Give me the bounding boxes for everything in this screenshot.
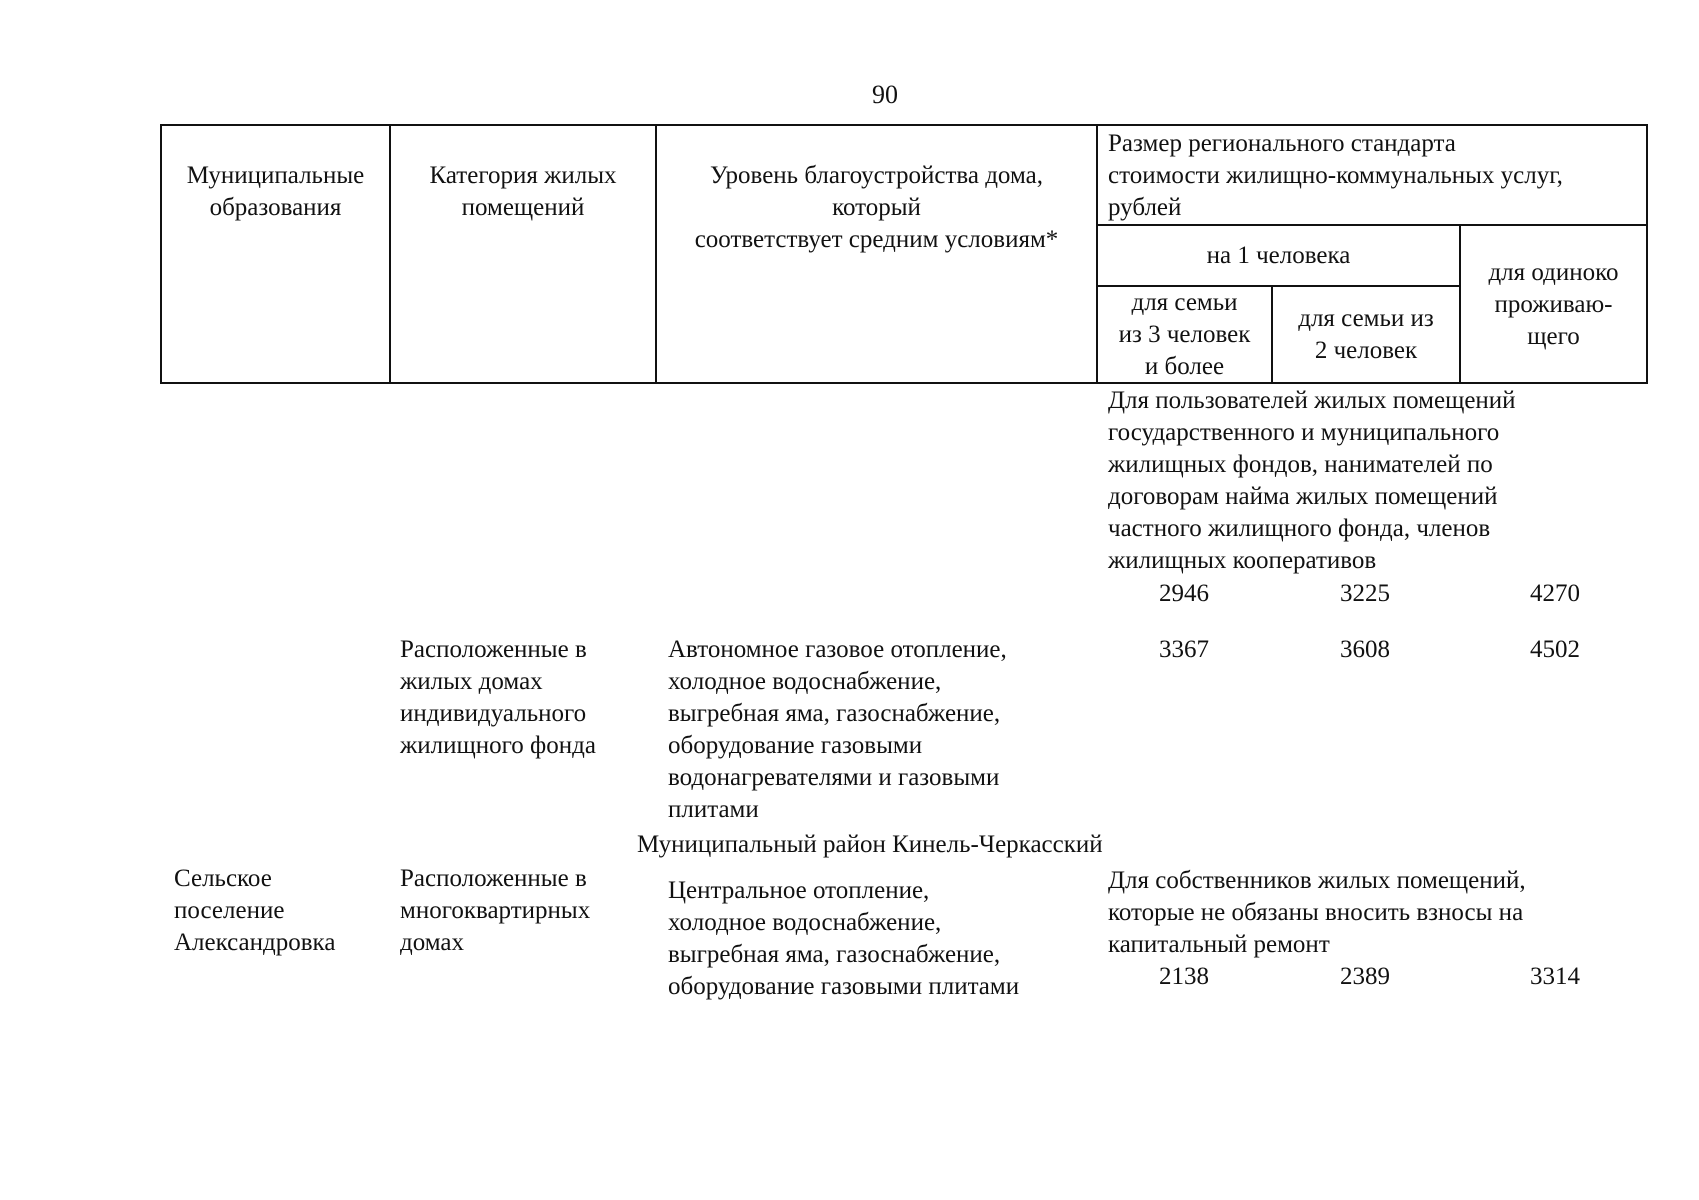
header-municipal: Муниципальные образования xyxy=(186,162,365,221)
header-standard-size: Размер регионального стандарта стоимости жилищно-коммунальных услуг, рублей xyxy=(1108,130,1563,221)
value-single: 3314 xyxy=(1530,963,1580,990)
note-users: Для пользователей жилых помещений государственного и муниципального жилищных фондов, нанимателей по договорам найма жилых помещений частного жилищного фонда, членов жилищных кооперативов xyxy=(1108,387,1516,574)
page-number: 90 xyxy=(872,80,898,109)
level-cell: Центральное отопление, холодное водоснабжение, выгребная яма, газоснабжение, оборудование газовыми плитами xyxy=(668,877,1020,1000)
header-category: Категория жилых помещений xyxy=(429,162,617,221)
municipal-cell: Сельское поселение Александровка xyxy=(174,865,336,956)
header-family-2: для семьи из 2 человек xyxy=(1298,305,1434,364)
value-family-2: 2389 xyxy=(1340,963,1390,990)
value-family-3: 3367 xyxy=(1159,636,1209,663)
header-family-3: для семьи из 3 человек и более xyxy=(1118,289,1251,380)
value-family-3: 2138 xyxy=(1159,963,1209,990)
header-level: Уровень благоустройства дома, который соответствует средним условиям* xyxy=(694,162,1059,253)
category-cell: Расположенные в жилых домах индивидуального жилищного фонда xyxy=(400,636,596,759)
district-heading: Муниципальный район Кинель-Черкасский xyxy=(637,831,1103,858)
value-family-3: 2946 xyxy=(1159,580,1209,607)
level-cell: Автономное газовое отопление, холодное водоснабжение, выгребная яма, газоснабжение, оборудование газовыми водонагревателями и газовыми плитами xyxy=(668,636,1007,823)
category-cell: Расположенные в многоквартирных домах xyxy=(400,865,591,956)
note-owners: Для собственников жилых помещений, которые не обязаны вносить взносы на капитальный ремонт xyxy=(1108,867,1526,958)
value-family-2: 3608 xyxy=(1340,636,1390,663)
value-family-2: 3225 xyxy=(1340,580,1390,607)
header-per-person: на 1 человека xyxy=(1206,242,1351,269)
value-single: 4502 xyxy=(1530,636,1580,663)
header-single: для одиноко проживаю- щего xyxy=(1488,259,1619,350)
value-single: 4270 xyxy=(1530,580,1580,607)
